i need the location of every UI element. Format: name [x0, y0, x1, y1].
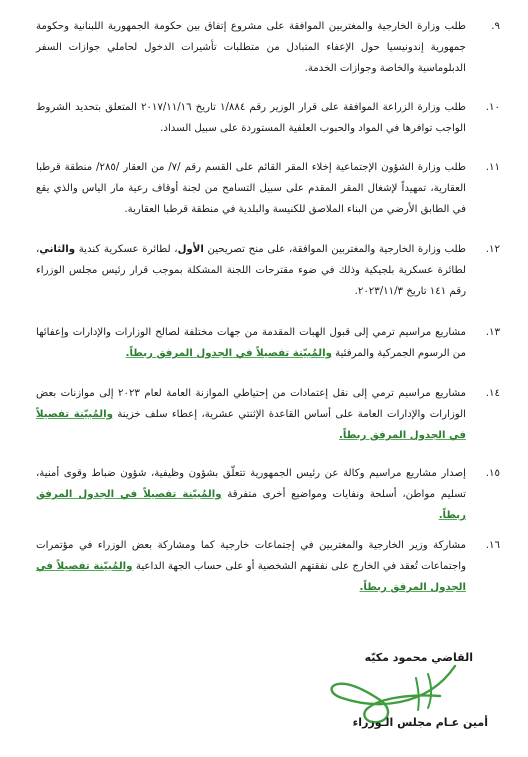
- item-text-part: طلب وزارة الخارجية والمغتربين الموافقة، على منح تصريحين: [203, 244, 466, 255]
- item-text-part: مشاريع مراسيم ترمي إلى قبول الهبات المقدمة من جهات مختلفة لصالح الوزارات والإدارات وإعفائها من الرسوم الجمركية والمرفئية: [36, 327, 466, 359]
- item-text: [36, 383, 466, 446]
- item-text-part: ، لطائرة عسكرية بلجيكية وذلك في ضوء مقترحات اللجنة المشكلة بموجب قرار رئيس مجلس الوزراء رقم ١٤١ تاريخ ٢٠٢٣/١١/٣.: [36, 244, 466, 297]
- item-text-part: ، لطائرة عسكرية كندية: [75, 244, 178, 255]
- item-text: طلب وزارة الشؤون الإجتماعية إخلاء المقر القائم على القسم رقم /٧/ من العقار /٢٨٥/ منطقة قرطبا العقارية، تمهيداً لإشغال المقر المقدم على سبيل التسامح من لجنة أوقاف رعية مار الياس والذي يقع في الطابق الأرضي من البناء الملاصق للكنيسة والبلدية في منطقة قرطبا العقارية.: [36, 162, 466, 215]
- item-number: ١٠.: [485, 102, 500, 113]
- item-number: ١٥.: [485, 468, 500, 479]
- signatory-title: أمين عـام مجلس الـوزراء: [352, 716, 488, 729]
- item-number: ١١.: [485, 162, 500, 173]
- list-item-15: [36, 463, 500, 526]
- item-text-part: مشاركة وزير الخارجية والمغتربين في إجتماعات خارجية كما ومشاركة بعض الوزراء في مؤتمرات واجتماعات تُعقد في الخارج على نفقتهم الشخصية أو على حساب الجهة الداعية: [36, 540, 467, 572]
- item-text: [36, 463, 466, 526]
- list-item-16: [36, 535, 500, 598]
- item-highlight: والمُبيّنة تفصيلاً في الجدول المرفق ربطاً.: [125, 348, 332, 359]
- list-item-14: [36, 383, 500, 446]
- item-bold-second: والثاني: [39, 244, 76, 255]
- item-bold-first: الأول: [177, 244, 204, 255]
- item-number: ١٦.: [485, 540, 500, 551]
- item-text-part: مشاريع مراسيم ترمي إلى نقل إعتمادات من إحتياطي الموازنة العامة لعام ٢٠٢٣ إلى موازنات بعض الوزارات والإدارات العامة على أساس القاعدة الإثنتي عشرية، إعطاء سلف خزينة: [36, 388, 467, 420]
- item-highlight: والمُبيّنة تفصيلاً في الجدول المرفق ربطاً.: [36, 489, 466, 521]
- item-text: [36, 322, 466, 364]
- item-highlight: والمُبيّنة تفصيلاً في الجدول المرفق ربطاً.: [36, 561, 466, 593]
- item-text: طلب وزارة الزراعة الموافقة على قرار الوزير رقم ١/٨٨٤ تاريخ ٢٠١٧/١١/١٦ المتعلق بتحديد الشروط الواجب توافرها في المواد والحبوب العلفية المستوردة على سبيل السداد.: [36, 102, 466, 134]
- item-number: ٩.: [491, 21, 500, 32]
- item-number: ١٣.: [485, 327, 500, 338]
- signatory-name: القاضي محمود مكيّه: [364, 651, 473, 664]
- list-item-9: [36, 16, 500, 79]
- item-number: ١٤.: [485, 388, 500, 399]
- item-highlight: والمُبيّنة تفصيلاً في الجدول المرفق ربطاً.: [36, 409, 466, 441]
- list-item-12: [36, 239, 500, 302]
- item-text: [36, 535, 466, 598]
- item-text-part: إصدار مشاريع مراسيم وكالة عن رئيس الجمهورية تتعلّق بشؤون وظيفية، شؤون ضباط وقوى أمنية، تسليم مواطن، أسلحة ونفايات ومواضيع أخرى متفرقة: [36, 468, 466, 500]
- list-item-11: [36, 157, 500, 220]
- list-item-13: [36, 322, 500, 364]
- item-text: [36, 239, 466, 302]
- list-item-10: [36, 97, 500, 139]
- item-text: طلب وزارة الخارجية والمغتربين الموافقة على مشروع إتفاق بين حكومة الجمهورية اللبنانية وحكومة جمهورية إندونيسيا حول الإعفاء المتبادل من متطلبات تأشيرات الدخول لحاملي جوازات السفر الدبلوماسية والخاصة وجوازات الخدمة.: [36, 21, 466, 74]
- item-number: ١٢.: [485, 244, 500, 255]
